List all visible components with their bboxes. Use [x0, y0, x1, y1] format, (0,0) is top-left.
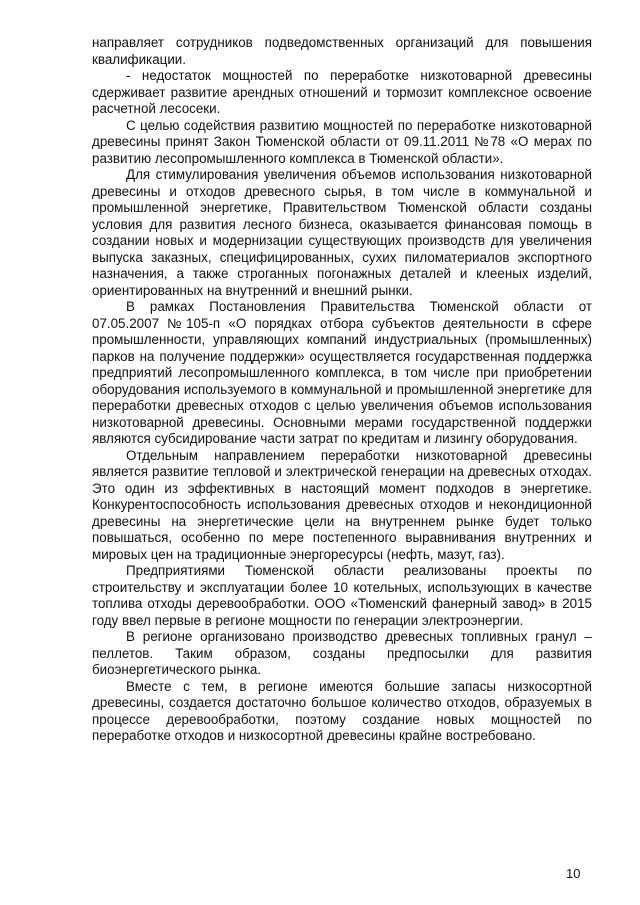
paragraph-5: В рамках Постановления Правительства Тюменской области от 07.05.2007 №105-п «О порядках отбора субъектов деятельности в сфере промышленности, управляющих компаний индустриальных (промышленных) парков на получение поддержки» осуществляется государственная поддержка предприятий лесопромышленного комплекса, в том числе при приобретении оборудования используемого в коммунальной и промышленной энергетике для переработки древесных отходов с целью увеличения объемов использования низкотоварной древесины. Основными мерами государственной поддержки являются субсидирование части затрат по кредитам и лизингу оборудования.	[92, 299, 592, 446]
paragraph-1: направляет сотрудников подведомственных организаций для повышения квалификации.	[92, 35, 592, 67]
body-text	[92, 35, 592, 745]
paragraph-4: Для стимулирования увеличения объемов использования низкотоварной древесины и отходов древесного сырья, в том числе в коммунальной и промышленной энергетике, Правительством Тюменской области созданы условия для развития лесного бизнеса, оказывается финансовая помощь в создании новых и модернизации существующих производств для увеличения выпуска заказных, специфицированных, сухих пиломатериалов экспортного назначения, а также строганных погонажных деталей и клееных изделий, ориентированных на внутренний и внешний рынки.	[92, 167, 592, 298]
paragraph-9: Вместе с тем, в регионе имеются большие запасы низкосортной древесины, создается достаточно большое количество отходов, образуемых в процессе деревообработки, поэтому создание новых мощностей по переработке отходов и низкосортной древесины крайне востребовано.	[92, 678, 592, 743]
paragraph-2: - недостаток мощностей по переработке низкотоварной древесины сдерживает развитие арендных отношений и тормозит комплексное освоение расчетной лесосеки.	[92, 68, 592, 116]
paragraph-8: В регионе организовано производство древесных топливных гранул – пеллетов. Таким образом, созданы предпосылки для развития биоэнергетического рынка.	[92, 629, 592, 677]
paragraph-7: Предприятиями Тюменской области реализованы проекты по строительству и эксплуатации более 10 котельных, использующих в качестве топлива отходы деревообработки. ООО «Тюменский фанерный завод» в 2015 году ввел первые в регионе мощности по генерации электроэнергии.	[92, 563, 592, 628]
page-number: 10	[566, 866, 581, 881]
paragraph-3: С целью содействия развитию мощностей по переработке низкотоварной древесины принят Закон Тюменской области от 09.11.2011 №78 «О мерах по развитию лесопромышленного комплекса в Тюменской области».	[92, 117, 592, 166]
paragraph-6: Отдельным направлением переработки низкотоварной древесины является развитие тепловой и электрической генерации на древесных отходах. Это один из эффективных в настоящий момент подходов в энергетике. Конкурентоспособность использования древесных отходов и некондиционной древесины на энергетические цели на внутреннем рынке будет только повышаться, особенно по мере постепенного выравнивания внутренних и мировых цен на традиционные энергоресурсы (нефть, мазут, газ).	[92, 447, 592, 562]
